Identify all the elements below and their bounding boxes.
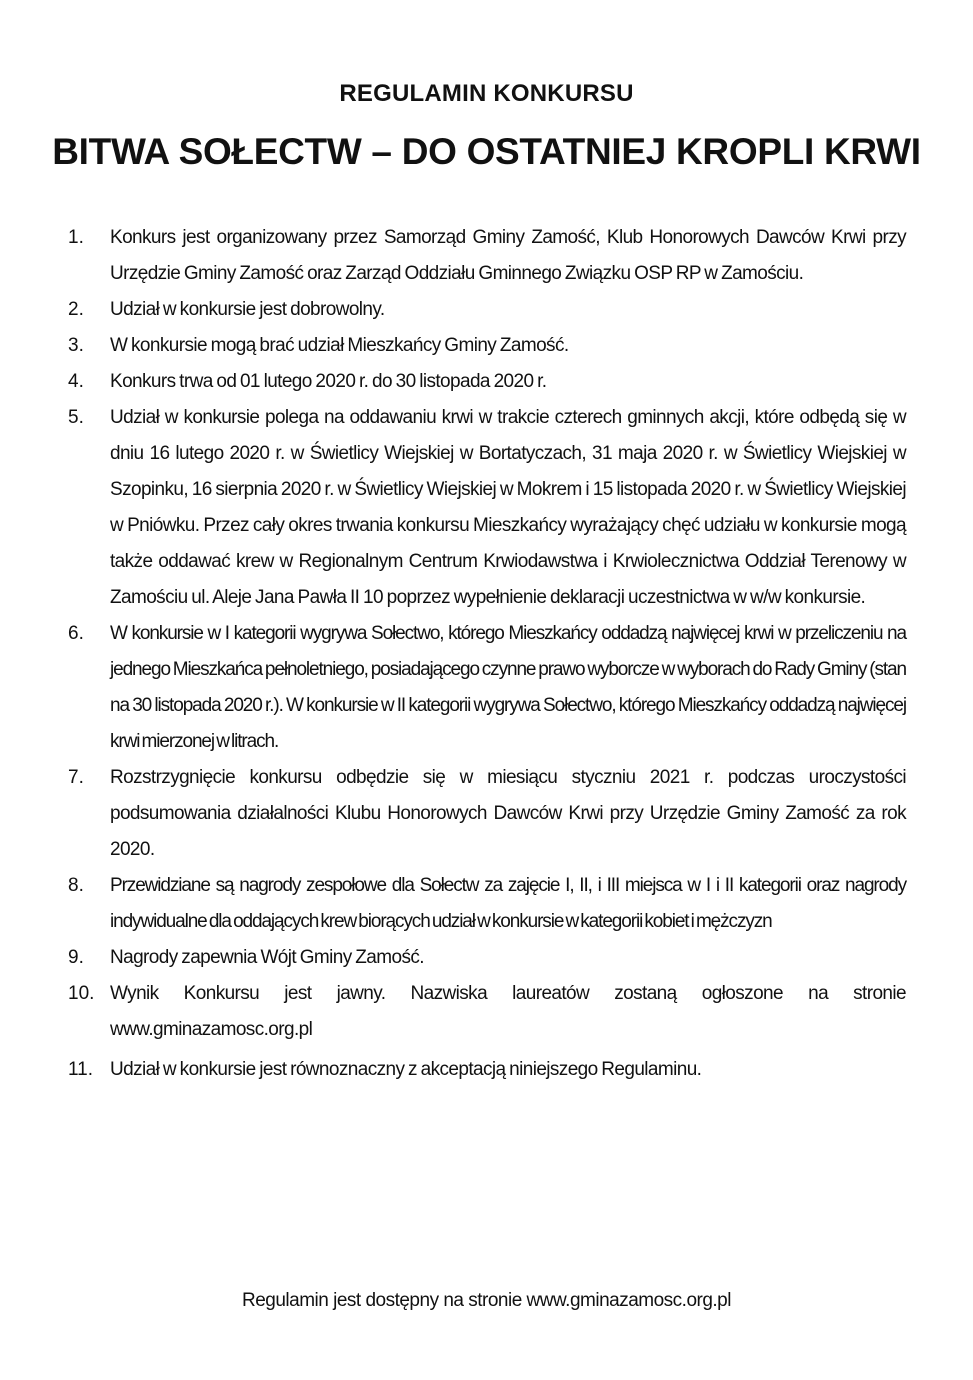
rule-item: [68, 364, 906, 400]
rule-text: Przewidziane są nagrody zespołowe dla Sołectw za zajęcie I, II, i III miejsca w I i II kategorii oraz nagrody indywidualne dla oddających krew biorących udział w konkursie w kategorii kobiet i mężczyzn: [110, 875, 906, 932]
rule-item: [68, 220, 906, 292]
rule-number: 6.: [68, 623, 84, 644]
rule-number: 8.: [68, 875, 84, 896]
rule-number: 11.: [68, 1059, 94, 1080]
rule-number: 3.: [68, 335, 84, 356]
rule-text: W konkursie w I kategorii wygrywa Sołectwo, którego Mieszkańcy oddadzą najwięcej krwi w przeliczeniu na jednego Mieszkańca pełnoletniego, posiadającego czynne prawo wyborcze w wyborach do Rady Gminy (stan na 30 listopada 2020 r.). W konkursie w II kategorii wygrywa Sołectwo, którego Mieszkańcy oddadzą najwięcej krwi mierzonej w litrach.: [110, 623, 906, 752]
rule-number: 9.: [68, 947, 84, 968]
document-subtitle: REGULAMIN KONKURSU: [339, 80, 634, 107]
document-title: BITWA SOŁECTW – DO OSTATNIEJ KROPLI KRWI: [52, 131, 921, 172]
rule-item: [68, 292, 906, 328]
rule-text: Udział w konkursie jest dobrowolny.: [110, 299, 385, 320]
rule-text: Konkurs jest organizowany przez Samorząd Gminy Zamość, Klub Honorowych Dawców Krwi przy Urzędzie Gminy Zamość oraz Zarząd Oddziału Gminnego Związku OSP RP w Zamościu.: [110, 227, 906, 284]
rule-item: [68, 976, 906, 1048]
rule-item: [68, 400, 906, 616]
rule-text: Udział w konkursie jest równoznaczny z akceptacją niniejszego Regulaminu.: [110, 1059, 702, 1080]
rule-number: 5.: [68, 407, 84, 428]
rule-text: Konkurs trwa od 01 lutego 2020 r. do 30 listopada 2020 r.: [110, 371, 547, 392]
rule-number: 2.: [68, 299, 84, 320]
rule-number: 7.: [68, 767, 84, 788]
rules-list: [68, 220, 906, 1088]
footer-note: Regulamin jest dostępny na stronie www.gminazamosc.org.pl: [242, 1290, 731, 1311]
rule-item: [68, 328, 906, 364]
rule-text: Udział w konkursie polega na oddawaniu krwi w trakcie czterech gminnych akcji, które odbędą się w dniu 16 lutego 2020 r. w Świetlicy Wiejskiej w Bortatyczach, 31 maja 2020 r. w Świetlicy Wiejskiej w Szopinku, 16 sierpnia 2020 r. w Świetlicy Wiejskiej w Mokrem i 15 listopada 2020 r. w Świetlicy Wiejskiej w Pniówku. Przez cały okres trwania konkursu Mieszkańcy wyrażający chęć udziału w konkursie mogą także oddawać krew w Regionalnym Centrum Krwiodawstwa i Krwiolecznictwa Oddział Terenowy w Zamościu ul. Aleje Jana Pawła II 10 poprzez wypełnienie deklaracji uczestnictwa w w/w konkursie.: [110, 407, 906, 608]
rule-item: [68, 760, 906, 868]
rule-item: [68, 616, 906, 760]
rule-number: 4.: [68, 371, 84, 392]
rule-text: Rozstrzygnięcie konkursu odbędzie się w miesiącu styczniu 2021 r. podczas uroczystości podsumowania działalności Klubu Honorowych Dawców Krwi przy Urzędzie Gminy Zamość za rok 2020.: [110, 767, 906, 860]
rule-number: 10.: [68, 983, 95, 1004]
rule-item: [68, 1052, 906, 1088]
rule-number: 1.: [68, 227, 84, 248]
rule-text: Wynik Konkursu jest jawny. Nazwiska laureatów zostaną ogłoszone na stronie www.gminazamosc.org.pl: [110, 983, 906, 1040]
rule-item: [68, 940, 906, 976]
rule-text: Nagrody zapewnia Wójt Gminy Zamość.: [110, 947, 424, 968]
rule-item: [68, 868, 906, 940]
rule-text: W konkursie mogą brać udział Mieszkańcy Gminy Zamość.: [110, 335, 569, 356]
